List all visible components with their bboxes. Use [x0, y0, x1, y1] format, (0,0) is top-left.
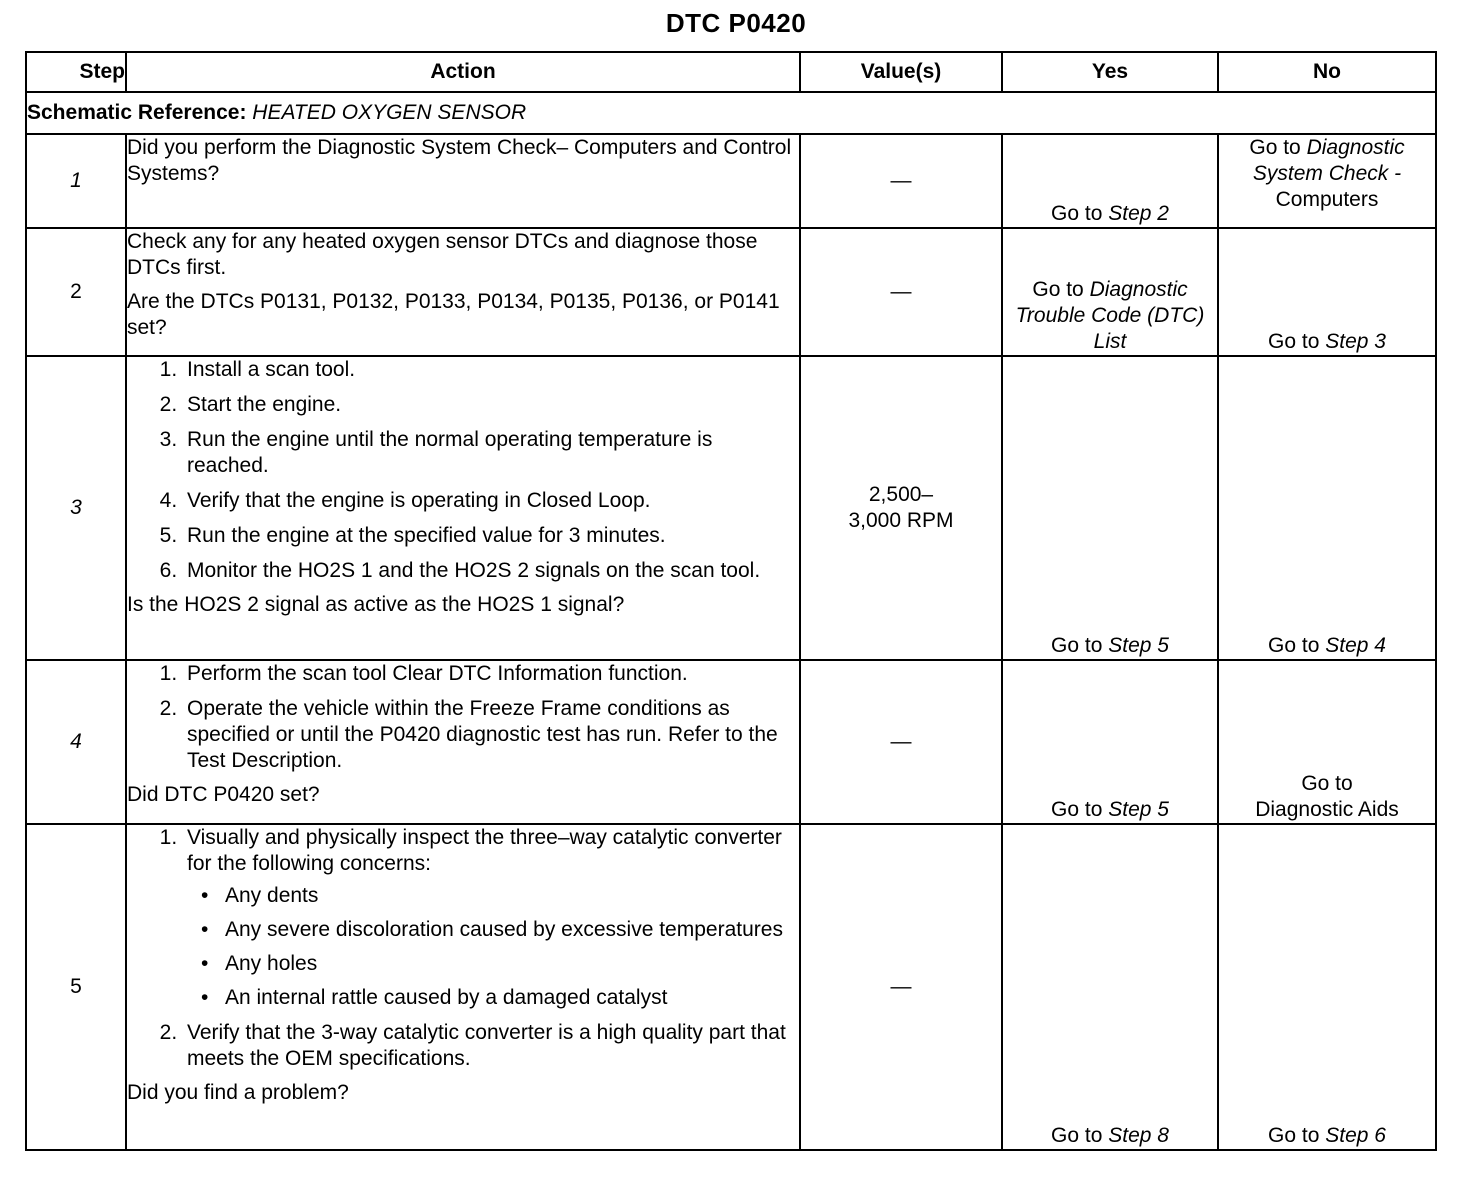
yes-cell	[1002, 356, 1218, 660]
header-row	[26, 52, 1436, 92]
header-no: No	[1218, 52, 1436, 92]
no-cell	[1218, 824, 1436, 1150]
table-row	[26, 356, 1436, 660]
schematic-label: Schematic Reference:	[27, 101, 247, 124]
value-cell: —	[800, 660, 1002, 824]
header-action: Action	[126, 52, 800, 92]
action-cell	[126, 824, 800, 1150]
bullet-item: • Any severe discoloration caused by excessive temperatures	[221, 917, 799, 943]
step-number: 3	[26, 356, 126, 660]
step-number: 1	[26, 134, 126, 228]
no-tail: Computers	[1275, 188, 1379, 211]
value-cell	[800, 356, 1002, 660]
table-row	[26, 228, 1436, 356]
value-line: 3,000 RPM	[848, 509, 954, 532]
value-cell: —	[800, 824, 1002, 1150]
no-cell	[1218, 134, 1436, 228]
procedure-list	[127, 661, 799, 774]
action-cell	[126, 134, 800, 228]
list-item: 4. Verify that the engine is operating in Closed Loop.	[183, 488, 799, 514]
yes-link[interactable]: Diagnostic Trouble Code (DTC) List	[1015, 278, 1205, 353]
value-cell: —	[800, 134, 1002, 228]
list-item	[183, 825, 799, 1011]
procedure-list	[127, 357, 799, 584]
bullet-item: • Any holes	[221, 951, 799, 977]
action-question: Is the HO2S 2 signal as active as the HO2S 1 signal?	[127, 593, 625, 616]
list-item: 2. Verify that the 3-way catalytic converter is a high quality part that meets the OEM specifications.	[183, 1020, 799, 1072]
header-yes: Yes	[1002, 52, 1218, 92]
bullet-list	[187, 883, 799, 1011]
action-text: Check any for any heated oxygen sensor DTCs and diagnose those DTCs first.	[127, 230, 758, 279]
no-cell	[1218, 228, 1436, 356]
go-to-text: Go to	[1268, 1124, 1320, 1147]
yes-link[interactable]: Step 8	[1108, 1124, 1169, 1147]
yes-cell	[1002, 134, 1218, 228]
go-to-text: Go to	[1268, 634, 1320, 657]
yes-link[interactable]: Step 2	[1108, 202, 1169, 225]
diagnostic-table	[25, 51, 1437, 1151]
go-to-text: Go to	[1051, 634, 1103, 657]
list-item: 2. Operate the vehicle within the Freeze Frame conditions as specified or until the P0420 diagnostic test has run. Refer to the Test Description.	[183, 696, 799, 774]
go-to-text: Go to	[1249, 136, 1301, 159]
no-link[interactable]: Step 3	[1325, 330, 1386, 353]
list-item-text: Visually and physically inspect the three–way catalytic converter for the following concerns:	[187, 826, 782, 875]
list-item: 1. Install a scan tool.	[183, 357, 799, 383]
action-question: Did DTC P0420 set?	[127, 783, 320, 806]
value-cell: —	[800, 228, 1002, 356]
go-to-text: Go to	[1051, 202, 1103, 225]
header-step: Step	[26, 52, 126, 92]
no-cell	[1218, 660, 1436, 824]
list-item: 1. Perform the scan tool Clear DTC Information function.	[183, 661, 799, 687]
yes-link[interactable]: Step 5	[1108, 798, 1169, 821]
schematic-ref: HEATED OXYGEN SENSOR	[252, 101, 527, 124]
list-item: 6. Monitor the HO2S 1 and the HO2S 2 signals on the scan tool.	[183, 558, 799, 584]
go-to-text: Go to	[1268, 330, 1320, 353]
table-row	[26, 824, 1436, 1150]
schematic-reference	[26, 92, 1436, 134]
no-link[interactable]: Diagnostic Aids	[1255, 798, 1399, 821]
go-to-text: Go to	[1032, 278, 1084, 301]
step-number: 5	[26, 824, 126, 1150]
no-link[interactable]: Diagnostic System Check -	[1252, 136, 1405, 185]
no-link[interactable]: Step 6	[1325, 1124, 1386, 1147]
action-cell	[126, 356, 800, 660]
yes-cell	[1002, 228, 1218, 356]
action-text: Did you perform the Diagnostic System Check– Computers and Control Systems?	[127, 136, 792, 185]
procedure-list	[127, 825, 799, 1072]
go-to-text: Go to	[1301, 772, 1353, 795]
list-item: 2. Start the engine.	[183, 392, 799, 418]
no-link[interactable]: Step 4	[1325, 634, 1386, 657]
step-number: 2	[26, 228, 126, 356]
go-to-text: Go to	[1051, 798, 1103, 821]
table-row	[26, 134, 1436, 228]
schematic-row	[26, 92, 1436, 134]
page-title: DTC P0420	[665, 8, 807, 38]
no-cell	[1218, 356, 1436, 660]
table-row	[26, 660, 1436, 824]
action-cell	[126, 660, 800, 824]
step-number: 4	[26, 660, 126, 824]
bullet-item: • An internal rattle caused by a damaged catalyst	[221, 985, 799, 1011]
header-values: Value(s)	[800, 52, 1002, 92]
go-to-text: Go to	[1051, 1124, 1103, 1147]
value-line: 2,500–	[868, 483, 934, 506]
bullet-item: • Any dents	[221, 883, 799, 909]
yes-link[interactable]: Step 5	[1108, 634, 1169, 657]
action-question: Did you find a problem?	[127, 1081, 349, 1104]
list-item: 5. Run the engine at the specified value for 3 minutes.	[183, 523, 799, 549]
yes-cell	[1002, 824, 1218, 1150]
action-cell	[126, 228, 800, 356]
list-item: 3. Run the engine until the normal operating temperature is reached.	[183, 427, 799, 479]
action-question: Are the DTCs P0131, P0132, P0133, P0134, P0135, P0136, or P0141 set?	[127, 290, 780, 339]
yes-cell	[1002, 660, 1218, 824]
